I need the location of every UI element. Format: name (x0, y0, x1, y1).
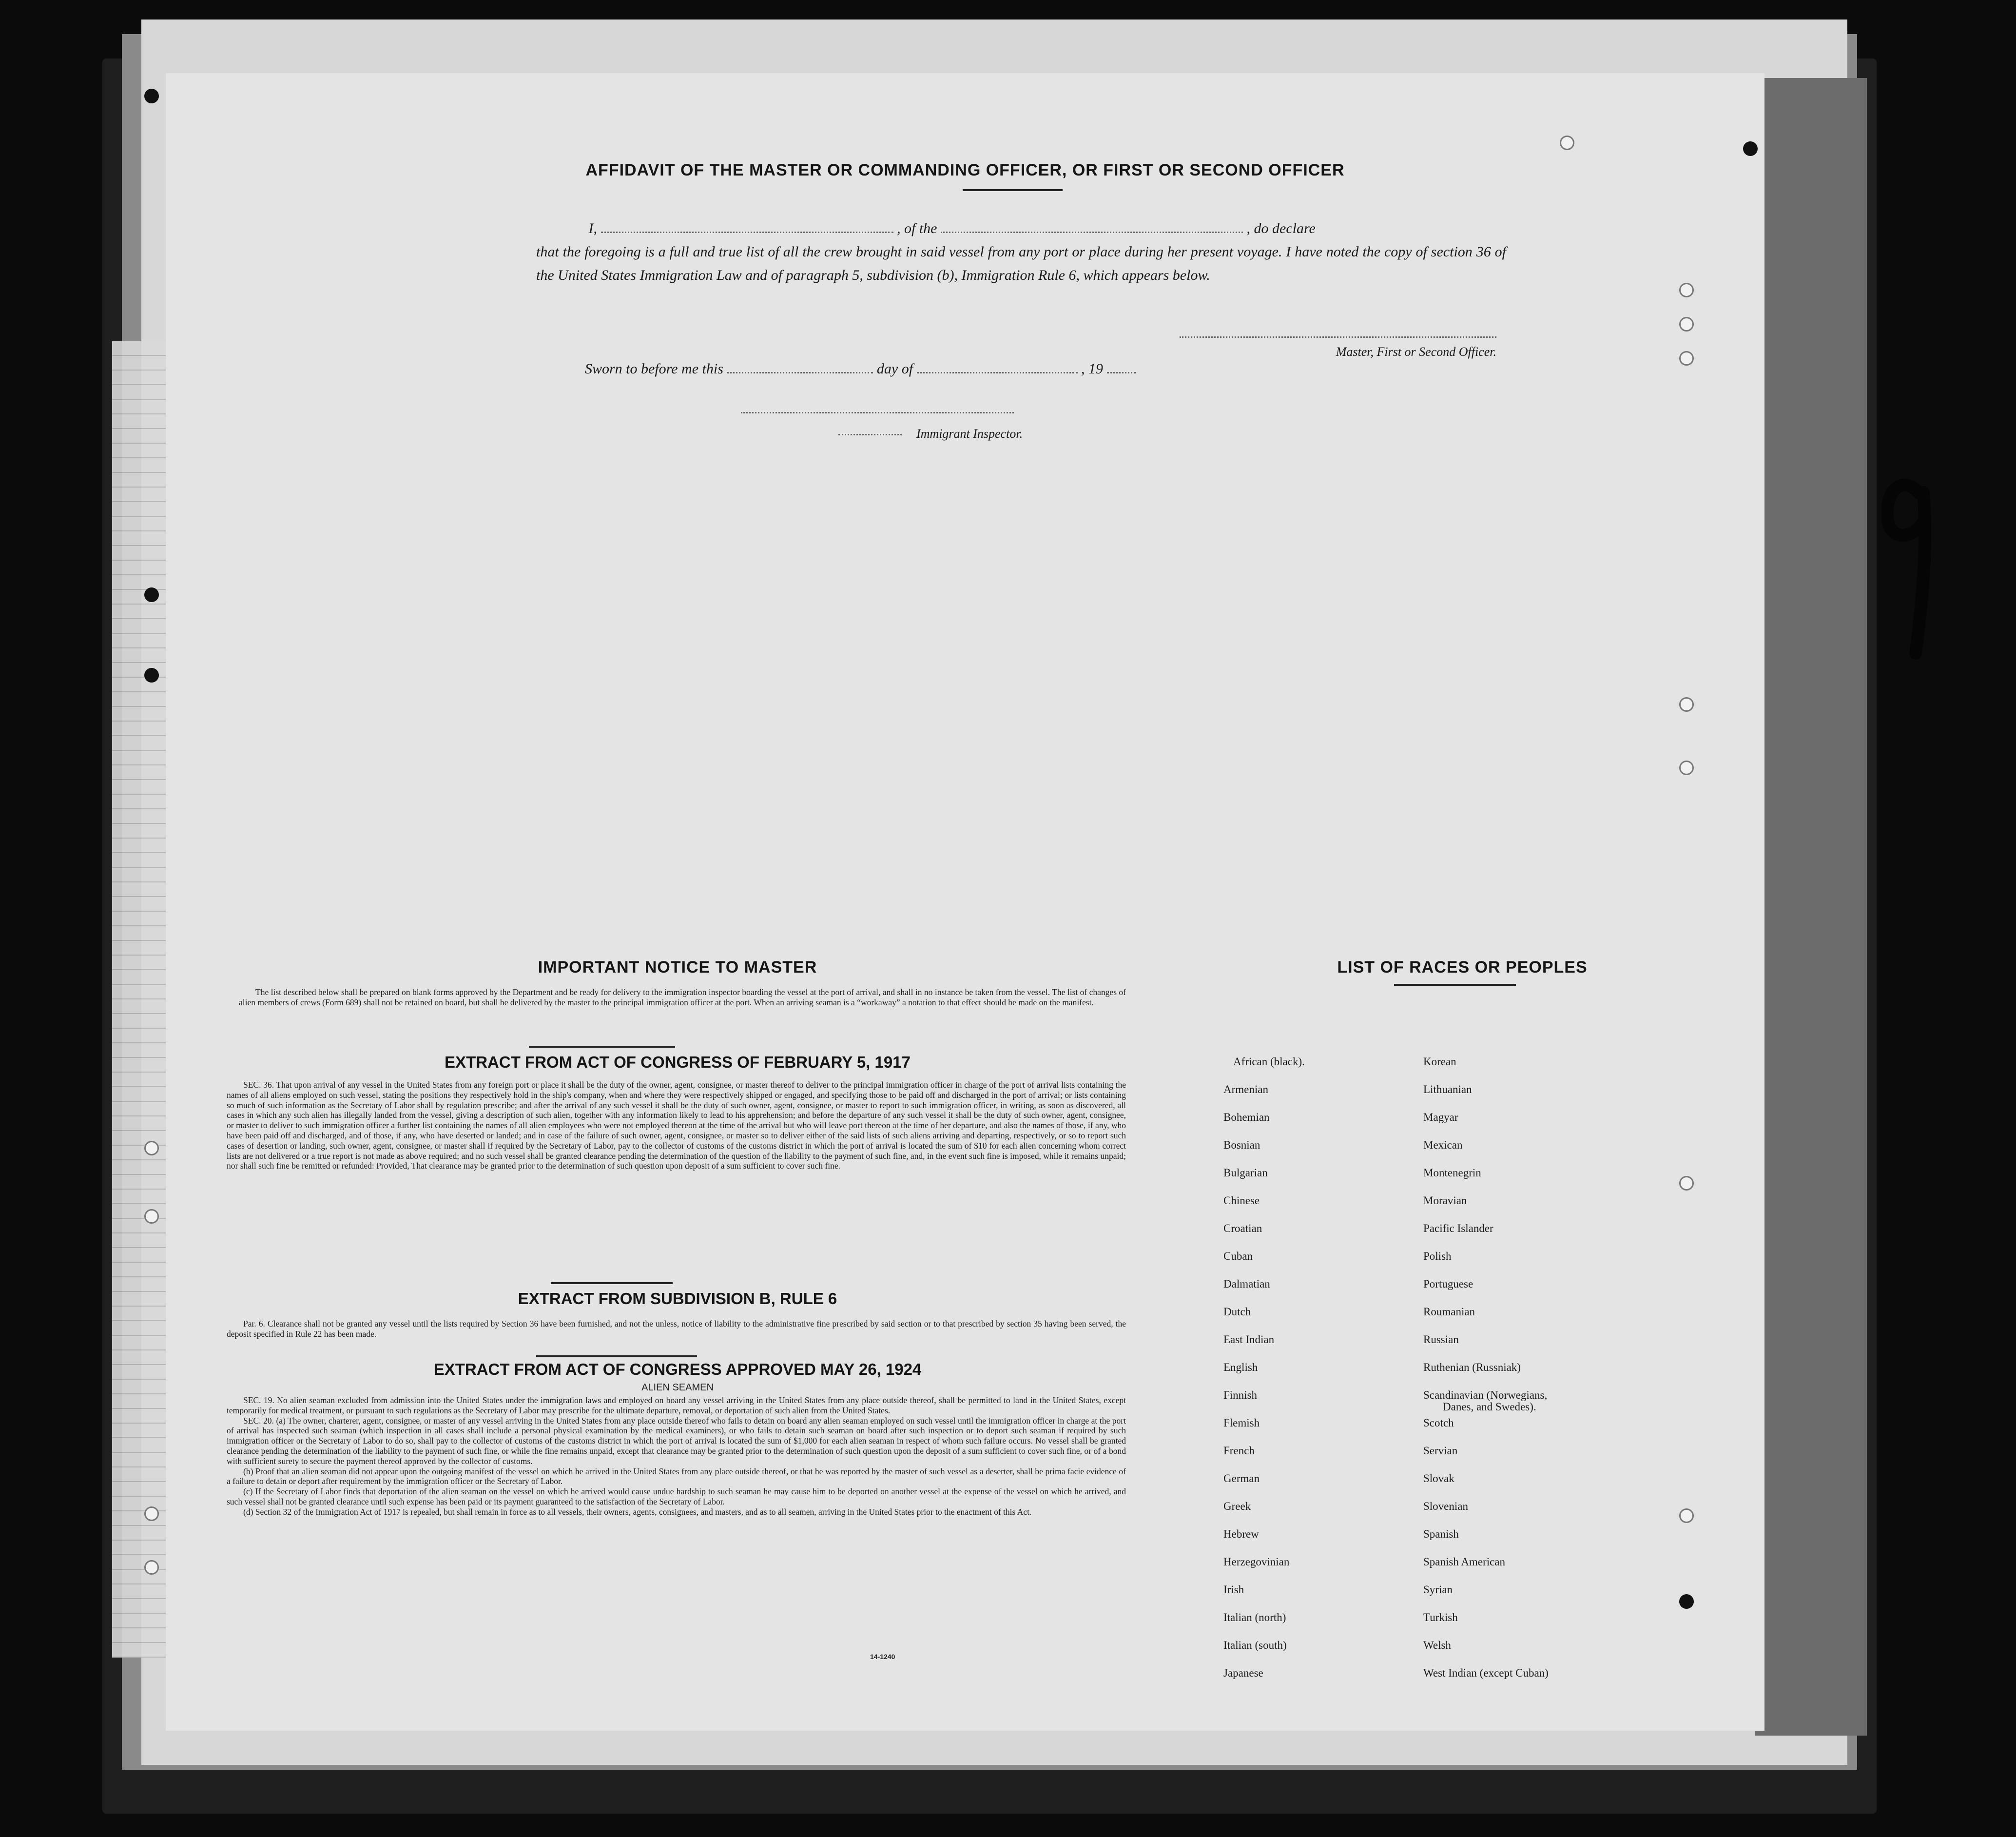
race-item: Cuban (1223, 1250, 1253, 1262)
binder-hole (144, 89, 159, 103)
race-item: Bosnian (1223, 1139, 1260, 1151)
race-item: Russian (1423, 1333, 1459, 1346)
race-item: Bulgarian (1223, 1167, 1268, 1179)
extract-1924-paragraph: SEC. 19. No alien seaman excluded from admission into the United States under the immigration laws and employed on board any vessel arriving in the United States from any place outside thereof, shall be permitted to land in the United States, except temporarily for medical treatment, or pursuant to such regulations as the Secretary of Labor may prescribe for the ultimate departure, removal, or deportation of such alien from the United States. (227, 1395, 1126, 1415)
punch-hole (1679, 351, 1694, 366)
extract-1924-paragraph: SEC. 20. (a) The owner, charterer, agent, consignee, or master of any vessel arriving in the United States from any place outside thereof who fails to detain on board any alien seaman employed on such vessel until the immigration officer in charge at the port of arrival has inspected such seaman (which inspection in all cases shall include a personal physical examination by the medical examiners), or who fails to detain such seaman on board after such inspection or to deport such seaman if required by such immigration officer or the Secretary of Labor to do so, shall pay to the collector of customs of the customs district in which the port of arrival is located the sum of $1,000 for each alien seaman in respect of whom such failure occurs. No vessel shall be granted clearance pending the determination of the liability to the payment of such fine, or while the fine remains unpaid, except that clearance may be granted prior to the determination of such question upon the deposit of a sum sufficient to cover such fine, or of a bond with sufficient surety to secure the payment thereof approved by the collector of customs. (227, 1415, 1126, 1466)
sworn-line (585, 361, 1136, 377)
punch-hole (1679, 697, 1694, 712)
inspector-signature-line (838, 434, 902, 435)
master-signature-line (1180, 336, 1496, 338)
race-item: Italian (south) (1223, 1639, 1287, 1651)
section-divider (529, 1046, 675, 1048)
paper-stack-right-edge (1755, 78, 1867, 1736)
inspector-signature-line (741, 412, 1014, 413)
master-signature-label: Master, First or Second Officer. (1336, 345, 1496, 359)
punch-hole (1679, 283, 1694, 297)
sworn-prefix: Sworn to before me this (585, 361, 723, 377)
handwritten-nine-mark (1881, 468, 1940, 673)
race-item: Lithuanian (1423, 1083, 1472, 1095)
races-title: LIST OF RACES OR PEOPLES (1337, 958, 1588, 977)
race-item: Italian (north) (1223, 1611, 1286, 1623)
sworn-day-blank (727, 372, 873, 373)
race-item: Ruthenian (Russniak) (1423, 1361, 1521, 1373)
race-item: Greek (1223, 1500, 1251, 1512)
binder-hole (144, 1506, 159, 1521)
race-item: Scandinavian (Norwegians, (1423, 1389, 1548, 1401)
races-title-underline (1394, 984, 1516, 986)
extract-1917-title: EXTRACT FROM ACT OF CONGRESS OF FEBRUARY 5, 1917 (445, 1053, 911, 1071)
race-item: Montenegrin (1423, 1167, 1481, 1179)
race-item: Dutch (1223, 1306, 1251, 1318)
binder-hole (144, 587, 159, 602)
punch-hole (1679, 1594, 1694, 1609)
race-item: Portuguese (1423, 1278, 1473, 1290)
race-item: Mexican (1423, 1139, 1463, 1151)
punch-hole (1679, 317, 1694, 332)
race-item: Moravian (1423, 1194, 1467, 1207)
race-item: French (1223, 1445, 1255, 1457)
race-item: Herzegovinian (1223, 1556, 1290, 1568)
alien-seamen-subtitle: ALIEN SEAMEN (641, 1382, 714, 1393)
i-label: I, (588, 220, 597, 236)
of-the-label: , of the (897, 220, 937, 236)
sworn-day-label: day of (876, 361, 913, 377)
punch-hole (1560, 136, 1574, 150)
extract-1917-body: SEC. 36. That upon arrival of any vessel in the United States from any foreign port or place it shall be the duty of the owner, agent, consignee, or master thereof to deliver to the principal immigration officer in charge of the port of arrival lists containing the names of all aliens employed on such vessel, stating the positions they respectively hold in the ship's company, when and where they were respectively shipped or engaged, and specifying those to be paid off and discharged in the port of arrival; or lists containing so much of such information as the Secretary of Labor shall by regulation prescribe; and after the arrival of any such vessel it shall be the duty of such owner, agent, consignee, or master to report to such immigration officer, in writing, as soon as discovered, all cases in which any such alien has illegally landed from the vessel, giving a description of such alien, together with any information likely to lead to his apprehension; and before the departure of any such vessel it shall be the duty of such owner, agent, consignee, or master to deliver to such immigration officer a further list containing the names of all alien employees who were not employed thereon at the time of the arrival but who will leave port thereon at the time of her departure, and also the names of those, if any, who have been paid off and discharged, and of those, if any, who have deserted or landed; and in case of the failure of such owner, agent, consignee, or master so to deliver either of the said lists of such aliens arriving and departing, respectively, or so to report such cases of desertion or landing, such owner, agent, consignee, or master shall if required by the Secretary of Labor, pay to the collector of customs of the customs district in which the port of arrival is located the sum of $10 for each alien concerning whom correct lists are not delivered or a true report is not made as above required; and no such vessel shall be granted clearance pending the determination of the question of the liability to the payment of such fine, and, in the event such fine is imposed, while it remains unpaid; nor shall such fine be remitted or refunded: Provided, That clearance may be granted prior to the determination of such question upon deposit of a sum sufficient to cover such fine. (227, 1080, 1126, 1171)
title-underline (963, 189, 1063, 191)
race-item: English (1223, 1361, 1258, 1373)
punch-hole (1743, 141, 1758, 156)
race-item: Chinese (1223, 1194, 1260, 1207)
extract-1924-paragraph: (d) Section 32 of the Immigration Act of 1917 is repealed, but shall remain in force as to all vessels, their owners, agents, consignees, and masters, and as to all seamen, arriving in the United States prior to the enactment of this Act. (243, 1506, 1032, 1517)
race-item: Armenian (1223, 1083, 1268, 1095)
punch-hole (1679, 1508, 1694, 1523)
notice-title: IMPORTANT NOTICE TO MASTER (538, 958, 817, 977)
race-item: Pacific Islander (1423, 1222, 1493, 1234)
binder-hole (144, 668, 159, 683)
subdivision-b-title: EXTRACT FROM SUBDIVISION B, RULE 6 (518, 1290, 837, 1308)
manifest-page (166, 73, 1764, 1731)
race-item: Japanese (1223, 1667, 1263, 1679)
race-item: Turkish (1423, 1611, 1458, 1623)
race-item: Finnish (1223, 1389, 1258, 1401)
race-item: Hebrew (1223, 1528, 1259, 1540)
race-item: Danes, and Swedes). (1443, 1401, 1536, 1413)
form-number: 14-1240 (870, 1653, 895, 1661)
race-item: Welsh (1423, 1639, 1451, 1651)
race-item: Irish (1223, 1583, 1244, 1596)
sworn-year-label: , 19 (1081, 361, 1104, 377)
inspector-label: Immigrant Inspector. (916, 427, 1023, 441)
race-item: Syrian (1423, 1583, 1453, 1596)
affidavit-declaration-line (536, 217, 1506, 240)
binder-hole (144, 1141, 159, 1155)
extract-1924-body (227, 1395, 1126, 1517)
race-item: Spanish (1423, 1528, 1459, 1540)
race-item: Flemish (1223, 1417, 1260, 1429)
vessel-blank (941, 232, 1243, 233)
affidavit-title: AFFIDAVIT OF THE MASTER OR COMMANDING OFFICER, OR FIRST OR SECOND OFFICER (585, 161, 1345, 179)
race-item: Polish (1423, 1250, 1452, 1262)
master-signature-block (1180, 336, 1496, 359)
race-item: West Indian (except Cuban) (1423, 1667, 1549, 1679)
notice-body: The list described below shall be prepared on blank forms approved by the Department and be ready for delivery to the immigration inspector boarding the vessel at the port of arrival, and shall in no instance be taken from the vessel. The list of changes of alien members of crews (Form 689) shall not be retained on board, but shall be delivered by the master to the principal immigration officer at the port. When an arriving seaman is a “workaway” a notation to that effect should be made on the manifest. (239, 987, 1126, 1007)
name-blank (601, 232, 893, 233)
race-item: Scotch (1423, 1417, 1454, 1429)
sworn-month-blank (917, 372, 1078, 373)
race-item: Bohemian (1223, 1111, 1270, 1123)
race-item: Slovak (1423, 1472, 1454, 1485)
affidavit-body-text: that the foregoing is a full and true list of all the crew brought in said vessel from any port or place during her present voyage. I have noted the copy of section 36 of the United States Immigration Law and of paragraph 5, subdivision (b), Immigration Rule 6, which appears below. (536, 244, 1506, 283)
subdivision-b-body: Par. 6. Clearance shall not be granted any vessel until the lists required by Section 36 have been furnished, and not the unless, notice of liability to the administrative fine prescribed by said section or to that prescribed by section 35 having been served, the deposit specified in Rule 22 has been made. (227, 1319, 1126, 1339)
race-item: Magyar (1423, 1111, 1458, 1123)
ruled-sheet-edge (112, 341, 171, 1658)
race-item: Roumanian (1423, 1306, 1475, 1318)
race-item: African (black). (1233, 1055, 1305, 1068)
race-item: Servian (1423, 1445, 1458, 1457)
extract-1924-paragraph: (c) If the Secretary of Labor finds that deportation of the alien seaman on the vessel on which he arrived would cause undue hardship to such seaman he may cause him to be deported on another vessel at the expense of the vessel on which he arrived, and such vessel shall not be granted clearance until such expense has been paid or its payment guaranteed to the satisfaction of the Secretary of Labor. (227, 1486, 1126, 1506)
race-item: Korean (1423, 1055, 1456, 1068)
extract-1924-title: EXTRACT FROM ACT OF CONGRESS APPROVED MAY 26, 1924 (433, 1360, 922, 1378)
race-item: Croatian (1223, 1222, 1262, 1234)
extract-1924-paragraph: (b) Proof that an alien seaman did not appear upon the outgoing manifest of the vessel on which he arrived in the United States from any place outside thereof, or that he was reported by the master of such vessel as a deserter, shall be prima facie evidence of a failure to detain or deport after requirement by the immigration officer or the Secretary of Labor. (227, 1466, 1126, 1486)
binder-hole (144, 1209, 159, 1224)
affidavit-text (536, 217, 1506, 287)
race-item: German (1223, 1472, 1260, 1485)
sworn-year-blank (1107, 372, 1136, 373)
section-divider (536, 1355, 697, 1357)
race-item: Slovenian (1423, 1500, 1468, 1512)
race-item: Dalmatian (1223, 1278, 1270, 1290)
section-divider (551, 1282, 673, 1284)
binder-hole (144, 1560, 159, 1575)
race-item: Spanish American (1423, 1556, 1505, 1568)
race-item: East Indian (1223, 1333, 1275, 1346)
punch-hole (1679, 761, 1694, 775)
do-declare-label: , do declare (1246, 220, 1316, 236)
punch-hole (1679, 1176, 1694, 1191)
